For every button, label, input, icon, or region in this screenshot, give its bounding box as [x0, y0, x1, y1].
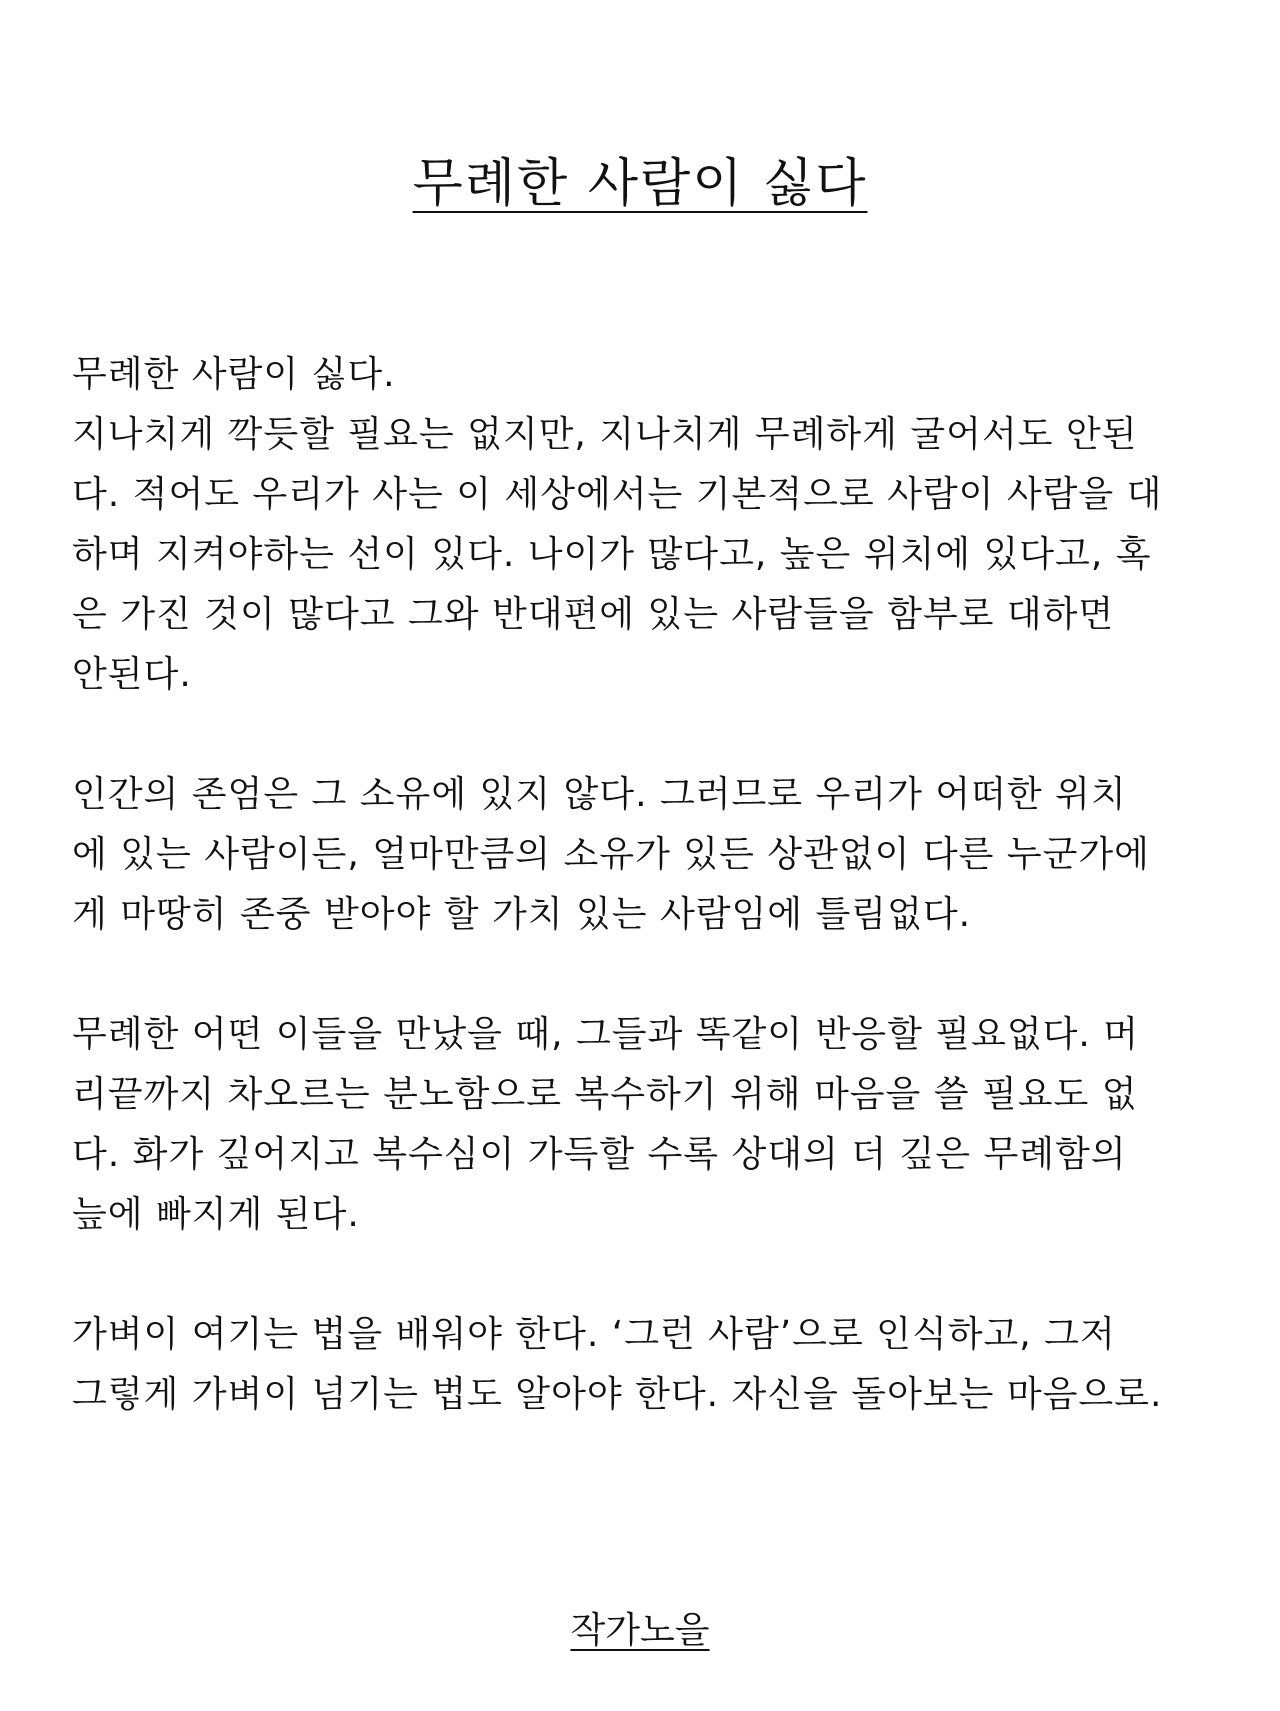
paragraph-4: [72, 1305, 1232, 1425]
text-line: 무례한 어떤 이들을 만났을 때, 그들과 똑같이 반응할 필요없다. 머: [72, 1014, 1140, 1055]
paragraph-1: [72, 345, 1232, 705]
text-line: 안된다.: [72, 654, 192, 695]
author-wrapper: [0, 1602, 1280, 1653]
text-line: 게 마땅히 존중 받아야 할 가치 있는 사람임에 틀림없다.: [72, 894, 972, 935]
text-line: 다. 화가 깊어지고 복수심이 가득할 수록 상대의 더 깊은 무례함의: [72, 1134, 1127, 1175]
document-title-wrapper: [0, 154, 1280, 214]
document-title: 무례한 사람이 싫다: [412, 154, 868, 214]
text-line: 리끝까지 차오르는 분노함으로 복수하기 위해 마음을 쓸 필요도 없: [72, 1074, 1138, 1115]
text-line: 지나치게 깍듯할 필요는 없지만, 지나치게 무례하게 굴어서도 안된: [72, 414, 1138, 455]
text-line: 에 있는 사람이든, 얼마만큼의 소유가 있든 상관없이 다른 누군가에: [72, 834, 1150, 875]
paragraph-2: [72, 765, 1232, 945]
document-body: [72, 345, 1232, 1485]
text-line: 그렇게 가벼이 넘기는 법도 알아야 한다. 자신을 돌아보는 마음으로.: [72, 1374, 1163, 1415]
text-line: 은 가진 것이 많다고 그와 반대편에 있는 사람들을 함부로 대하면: [72, 594, 1115, 635]
text-line: 인간의 존엄은 그 소유에 있지 않다. 그러므로 우리가 어떠한 위치: [72, 774, 1127, 815]
text-line: 늪에 빠지게 된다.: [72, 1194, 360, 1235]
paragraph-3: [72, 1005, 1232, 1245]
text-line: 하며 지켜야하는 선이 있다. 나이가 많다고, 높은 위치에 있다고, 혹: [72, 534, 1152, 575]
author-signature: 작가노을: [570, 1610, 710, 1651]
text-line: 가벼이 여기는 법을 배워야 한다. ‘그런 사람’으로 인식하고, 그저: [72, 1314, 1116, 1355]
text-line: 무례한 사람이 싫다.: [72, 354, 396, 395]
text-line: 다. 적어도 우리가 사는 이 세상에서는 기본적으로 사람이 사람을 대: [72, 474, 1163, 515]
